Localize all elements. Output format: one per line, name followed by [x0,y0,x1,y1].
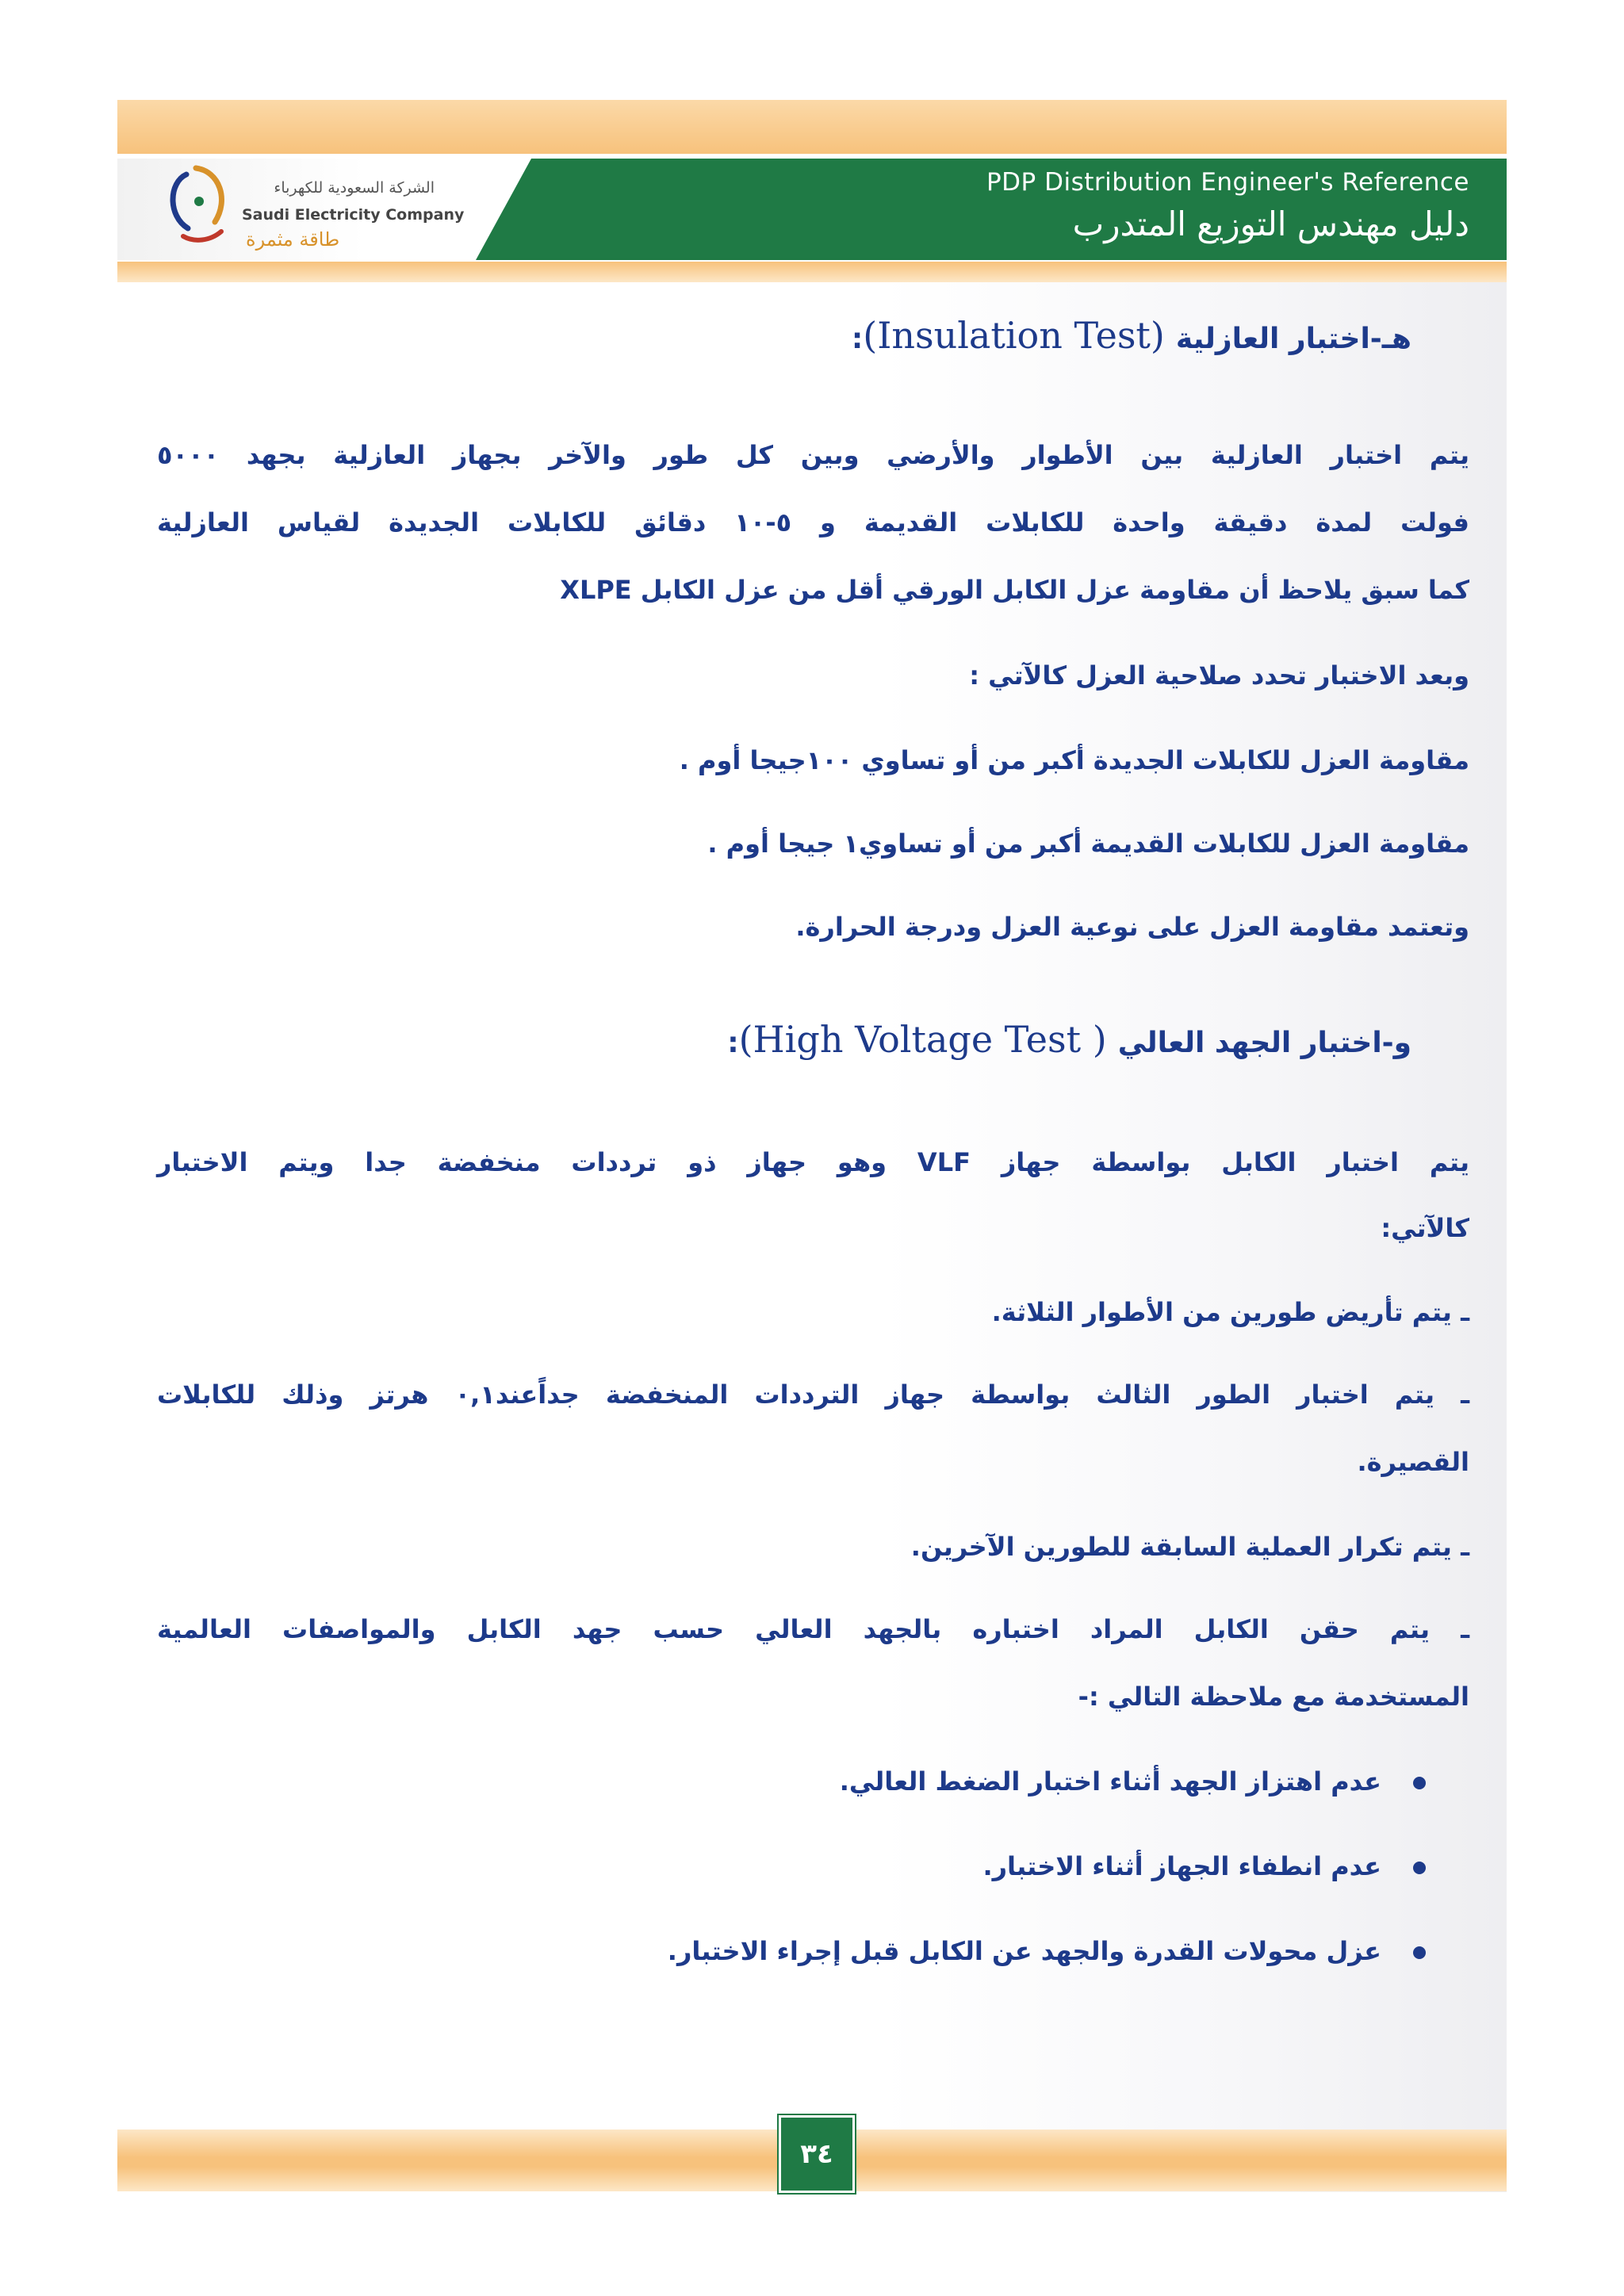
bullet-icon [1413,1777,1426,1789]
header-bottom-band [117,262,1507,282]
hv-step-4-line-1: ـ يتم حقن الكابل المراد اختباره بالجهد العالي حسب جهد الكابل والمواصفات العالمية [157,1614,1469,1644]
heading-colon: : [727,1027,739,1059]
logo-name-arabic: الشركة السعودية للكهرباء [274,179,435,197]
insulation-criteria-old-cables: مقاومة العزل للكابلات القديمة أكبر من أو تساوي١ جيجا أوم . [707,828,1469,859]
hv-step-3: ـ يتم تكرار العملية السابقة للطورين الآخرين. [910,1532,1469,1562]
insulation-criteria-new-cables: مقاومة العزل للكابلات الجديدة أكبر من أو تساوي ١٠٠جيجا أوم . [679,745,1469,775]
logo-tagline: طاقة مثمرة [246,228,340,251]
section-heading-high-voltage [727,1018,1411,1061]
insulation-paragraph-line-3: كما سبق يلاحظ أن مقاومة عزل الكابل الورقي أقل من عزل الكابل XLPE [560,575,1469,605]
heading-arabic: هـ-اختبار العازلية [1175,323,1411,355]
insulation-dependency-note: وتعتمد مقاومة العزل على نوعية العزل ودرجة الحرارة. [795,912,1469,942]
page-background [117,281,1507,2192]
heading-english: ( High Voltage Test) [738,1018,1107,1061]
insulation-paragraph-line-1: يتم اختبار العازلية بين الأطوار والأرضي وبين كل طور والآخر بجهاز العازلية بجهد ٥٠٠٠ [157,440,1469,470]
bullet-text: عزل محولات القدرة والجهد عن الكابل قبل إجراء الاختبار. [667,1936,1381,1966]
section-heading-insulation [852,314,1411,357]
bullet-item [982,1851,1426,1881]
header-title-arabic: دليل مهندس التوزيع المتدرب [1072,205,1469,243]
bullet-item [668,1936,1426,1966]
heading-colon: : [851,323,864,355]
hv-step-2-line-2: القصيرة. [1357,1447,1469,1477]
page-number-box [779,2115,855,2193]
insulation-criteria-intro: وبعد الاختبار تحدد صلاحية العزل كالآتي : [969,660,1469,691]
hv-intro-line-1: يتم اختبار الكابل بواسطة جهاز VLF وهو جهاز ذو ترددات منخفضة جدا ويتم الاختبار [157,1147,1470,1177]
bullet-text: عدم انطفاء الجهاز أثناء الاختبار. [982,1851,1381,1881]
hv-step-4-line-2: المستخدمة مع ملاحظة التالي :- [1078,1682,1469,1712]
bullet-icon [1413,1862,1426,1874]
heading-english: (Insulation Test) [863,314,1165,357]
header-top-band [117,100,1507,154]
bullet-icon [1413,1946,1426,1959]
insulation-paragraph-line-2: فولت لمدة دقيقة واحدة للكابلات القديمة و ٥-١٠ دقائق للكابلات الجديدة لقياس العازلية [157,507,1470,538]
hv-step-1: ـ يتم تأريض طورين من الأطوار الثلاثة. [991,1297,1469,1327]
heading-arabic: و-اختبار الجهد العالي [1117,1027,1411,1059]
header-title-english: PDP Distribution Engineer's Reference [986,168,1469,197]
bullet-text: عدم اهتزاز الجهد أثناء اختبار الضغط العالي. [839,1766,1381,1797]
hv-intro-line-2: كالآتي: [1381,1213,1469,1243]
bullet-item [840,1766,1426,1797]
hv-step-2-line-1: ـ يتم اختبار الطور الثالث بواسطة جهاز الترددات المنخفضة جداًعند٠,١ هرتز وذلك للكابلات [157,1380,1470,1410]
logo-name-english: Saudi Electricity Company [242,206,465,224]
page-number: ٣٤ [800,2138,833,2170]
company-logo-icon [163,160,234,247]
